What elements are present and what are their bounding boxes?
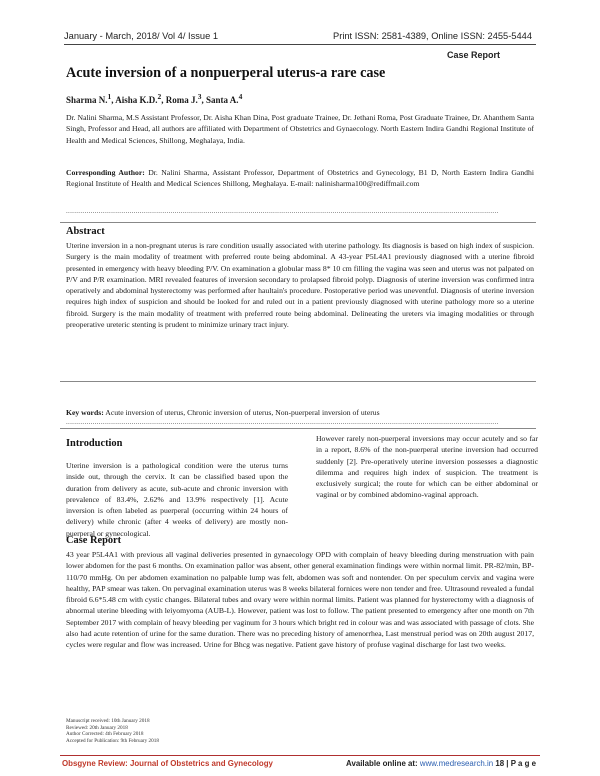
keywords <box>66 407 534 418</box>
introduction-heading: Introduction <box>66 438 123 449</box>
affiliation-text: Dr. Nalini Sharma, M.S Assistant Professor, Dr. Aisha Khan Dina, Post graduate Trainee, Dr. Jethani Roma, Post Graduate Trainee, Dr. Ahanthem Santa Singh, Professor and Head, all authors are affiliated with Department of Obstetrics and Gynaecology. North Eastern Indira Gandhi Regional Institute of Health and Medical Sciences, Shillong, Meghalaya, India. <box>66 113 534 145</box>
author-list: Sharma N.$^1$, Aisha K.D.$^2$, Roma J.$^3$, Santa A.$^4$ <box>66 92 243 105</box>
issue-info: January - March, 2018/ Vol 4/ Issue 1 <box>64 31 218 41</box>
affiliations <box>66 112 534 146</box>
abstract-paragraph: Uterine inversion in a non-pregnant uterus is rare condition usually associated with uterine pathology. Its diagnosis is based on high index of suspicion. Surgery is the main modality of treatment with preferred route being abdominal. A 43-year P5L4A1 previously diagnosed with a uterine fibroid presented in emergency with heavy bleeding P/V. On examination a globular mass 8* 10 cm filling the vagina was seen and uterus was not palpated on P/V and P/R examination. MRI revealed features of inversion secondary to prolapsed fibroid polyp. Diagnosis of uterine inversion was confirmed intra operatively and abdominal hysterectomy was performed after haultain's procedure. Postoperative period was uneventful. Diagnosis of uterine inversion requires high index of suspicion and should be looked for and ruled out in a patient previously diagnosed with uterine pathology more so a uterine fibroid. Surgery is the main modality of treatment with preferred route being abdominal. Delineating the ureters via imaging modalities or through preoperative ureteric stenting is prudent to minimize urinary tract injury. <box>66 241 534 330</box>
separator-dots: ................................................................................................................................................................................................................... <box>66 207 499 215</box>
case-report-heading: Case Report <box>66 535 122 546</box>
corresponding-text: Dr. Nalini Sharma, Assistant Professor, Department of Obstetrics and Gynecology, B1 D, North Eastern Indira Gandhi Regional Institute of Health and Medical Sciences Shillong, Meghalaya. E-mail: nalinisharma100@rediffmail.com <box>66 168 535 189</box>
journal-url-link[interactable]: www.medresearch.in <box>419 759 494 768</box>
introduction-left-column: Uterine inversion is a pathological condition were the uterus turns inside out, through the cervix. It can be classified based upon the duration from delivery as acute, sub-acute and chronic inversion with prevalence of 83.4%, 2.62% and 13.9% respectively [1]. Acute inversion is often labeled as puerperal (occurring within 24 hours of delivery) while chronic (after 4 weeks of delivery) are mostly non-puerperal or gynecological. <box>66 461 288 538</box>
author-name: Sharma N. <box>66 95 108 105</box>
keywords-label: Key words: <box>66 408 104 417</box>
page-number: 18 | P a g e <box>495 759 536 768</box>
abstract-text <box>66 240 534 330</box>
abstract-heading: Abstract <box>66 226 105 237</box>
author-name: Santa A. <box>206 95 239 105</box>
date-corrected: Author Corrected: 4th February 2018 <box>66 731 144 738</box>
separator-dots: ................................................................................................................................................................................................................... <box>66 418 499 426</box>
available-label: Available online at: <box>346 759 418 768</box>
section-rule <box>60 428 536 429</box>
corresponding-author <box>66 167 534 190</box>
date-accepted: Accepted for Publication: 9th February 2018 <box>66 737 159 744</box>
case-report-text <box>66 549 534 651</box>
introduction-right-column: However rarely non-puerperal inversions may occur acutely and so far in a report, 8.6% of the non-puerperal uterine inversion had occurred suddenly [2]. Pre-operatively uterine inversion possesses a diagnostic dilemma and requires high index of suspicion. The treatment is exclusively surgical; the route for which can be either abdominal or vaginal or by combined abdomino-vaginal approach. <box>316 434 538 500</box>
issn-info: Print ISSN: 2581-4389, Online ISSN: 2455-5444 <box>333 31 532 41</box>
header-rule <box>64 44 536 45</box>
article-type: Case Report <box>446 50 500 60</box>
author-name: Aisha K.D. <box>115 95 158 105</box>
article-title: Acute inversion of a nonpuerperal uterus-a rare case <box>66 65 386 81</box>
date-reviewed: Reviewed: 20th January 2018 <box>66 724 128 731</box>
keywords-text: Acute inversion of uterus, Chronic inversion of uterus, Non-puerperal inversion of uterus <box>105 408 380 417</box>
manuscript-dates <box>66 718 159 744</box>
author-name: Roma J. <box>165 95 198 105</box>
page-footer <box>60 755 540 770</box>
date-received: Manuscript received: 10th January 2018 <box>66 718 150 724</box>
journal-name: Obsgyne Review: Journal of Obstetrics and Gynecology <box>62 759 273 768</box>
footer-right <box>346 759 536 768</box>
corresponding-label: Corresponding Author: <box>66 168 145 177</box>
case-report-paragraph: 43 year P5L4A1 with previous all vaginal deliveries presented in gynaecology OPD with complain of heavy bleeding during menstruation with pain lower abdomen for the past 6 months. On examination pallor was absent, other general examination findings were within normal limit. PR-82/min, BP-110/70 mmHg. On per abdomen examination no palpable lump was felt, abdomen was soft and nontender. On per speculum cervix and vagina were healthy, PAP smear was taken. On pervaginal examination uterus was 8 weeks bilateral fornices were non tender and free. Ultrasound revealed a fundal fibroid 6.6*5.48 cm with cystic changes. Bilateral tubes and ovary were within normal limits. Patient was planned for hysterectomy with a diagnosis of abnormal uterine bleeding with leiyomyoma (AUB-L). However, patient was lost to follow. The patient presented to emergency after one month on 7th September 2017 with complain of heavy bleeding per vaginum for 3 hours which bright red in colour was and was associated with passage of clots. She also had acute retention of urine for the same duration. There was no preceding history of amenorrhea, Last menstrual period was on 20th august 2017, cycles were regular and flow was increased. Urine for Bhcg was negative. Patient gave history of profuse vaginal discharge for last two weeks. <box>66 550 534 650</box>
